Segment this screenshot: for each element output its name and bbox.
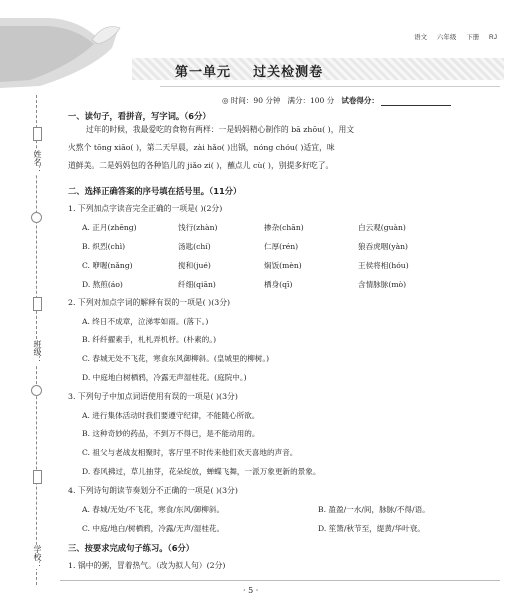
option: 白云观(guàn) xyxy=(358,223,406,232)
margin-box xyxy=(33,127,42,141)
option: B. 炽烈(chì) xyxy=(82,242,126,251)
edition: RJ xyxy=(489,34,497,41)
option: 焖饭(mèn) xyxy=(264,261,302,270)
option: A. 正月(zhēng) xyxy=(82,223,137,232)
term: 下册 xyxy=(466,34,480,41)
score-field[interactable] xyxy=(381,97,451,106)
question-2: 2. 下列对加点字词的解释有误的一项是( )(3分) xyxy=(68,298,231,307)
question-4: 4. 下列诗句朗读节奏划分不正确的一项是( )(3分) xyxy=(68,486,238,495)
option: A. 终日不成章，泣涕零如雨。(落下。) xyxy=(82,317,209,326)
page-header xyxy=(406,32,497,41)
section-1-line: 火熬个 tōng xiāo( )，第二天早晨，zài hǎo( )出锅，nóng chóu( )适宜，味 xyxy=(68,143,335,152)
option: C. 咿喔(nǎng) xyxy=(82,261,133,270)
option: B. 这种奇妙的药品，不到万不得已，是不能动用的。 xyxy=(82,429,260,438)
question-1: 1. 下列加点字读音完全正确的一项是( )(2分) xyxy=(68,204,223,213)
option: 栖身(qī) xyxy=(264,280,293,289)
option: B. 盈盈/一水/间，脉脉/不得/语。 xyxy=(318,505,430,514)
margin-circle xyxy=(31,212,42,223)
option: A. 春城/无处/不飞花，寒食/东风/御柳斜。 xyxy=(82,505,225,514)
section-1-line: 道鲜美。二是妈妈包的各种馅儿的 jiǎo zi( )，蘸点儿 cù( )，别提多好吃了。 xyxy=(68,161,334,170)
footer-line xyxy=(60,580,500,581)
option: D. 熬煎(áo) xyxy=(82,280,123,289)
option: C. 祖父与老战友相聚时，客厅里不时传来他们欢天喜地的声音。 xyxy=(82,448,298,457)
question-3-1: 1. 锅中的粥，冒着热气。（改为拟人句）(2分) xyxy=(68,561,226,570)
margin-box xyxy=(33,470,42,484)
option: A. 进行集体活动时我们要遵守纪律，不能随心所欲。 xyxy=(82,411,260,420)
section-1-line: 过年的时候，我最爱吃的食物有两样：一是妈妈精心制作的 bā zhōu( )，用文 xyxy=(86,125,355,134)
option: 王侯将相(hóu) xyxy=(358,261,409,270)
school-label: 学校： xyxy=(33,545,42,569)
got-label: 试卷得分： xyxy=(341,96,379,105)
exam-meta xyxy=(222,95,451,106)
margin-box xyxy=(33,297,42,311)
ribbon-decoration xyxy=(0,0,150,90)
title-divider xyxy=(160,86,500,87)
option: 含情脉脉(mò) xyxy=(358,280,407,289)
option: B. 纤纤擢素手，札札弄机杼。(朴素的。) xyxy=(82,335,217,344)
name-label: 姓名： xyxy=(33,150,42,174)
section-3-title: 三、按要求完成句子练习。（6分） xyxy=(68,543,195,553)
option: 纤细(qiān) xyxy=(178,280,216,289)
option: 搅和(jué) xyxy=(178,261,211,270)
page-number: · 5 · xyxy=(243,586,259,595)
option: D. 笙箫/秋节至，缇黄/华叶衰。 xyxy=(318,524,425,533)
score-label: 满分：100 分 xyxy=(287,96,335,105)
option: C. 中庭/地白/树栖鸦，冷露/无声/湿桂花。 xyxy=(82,524,225,533)
option: D. 中庭地白树栖鸦，冷露无声湿桂花。(庭院中。) xyxy=(82,373,247,382)
section-1-title: 一、读句子，看拼音，写字词。（6分） xyxy=(68,111,211,121)
option: 掺杂(chān) xyxy=(264,223,304,232)
option: C. 春城无处不飞花，寒食东风御柳斜。(皇城里的柳树。) xyxy=(82,354,270,363)
option: 仁厚(rén) xyxy=(264,242,299,251)
option: D. 春风拂过，草儿抽芽，花朵绽放，蝉蝶飞舞，一派万象更新的景象。 xyxy=(82,467,321,476)
subject: 语文 xyxy=(414,34,428,41)
option: 饯行(zhàn) xyxy=(178,223,218,232)
class-label: 班级： xyxy=(33,340,42,364)
option: 汤匙(chí) xyxy=(178,242,211,251)
section-2-title: 二、选择正确答案的序号填在括号里。（11分） xyxy=(68,186,242,196)
question-3: 3. 下列句子中加点词语使用有误的一项是( )(3分) xyxy=(68,392,238,401)
grade: 六年级 xyxy=(436,34,457,41)
time-label: ◎ 时间：90 分钟 xyxy=(222,96,281,105)
margin-circle xyxy=(31,385,42,396)
option: 狼吞虎咽(yàn) xyxy=(358,242,409,251)
page-title: 第一单元 过关检测卷 xyxy=(175,65,324,80)
